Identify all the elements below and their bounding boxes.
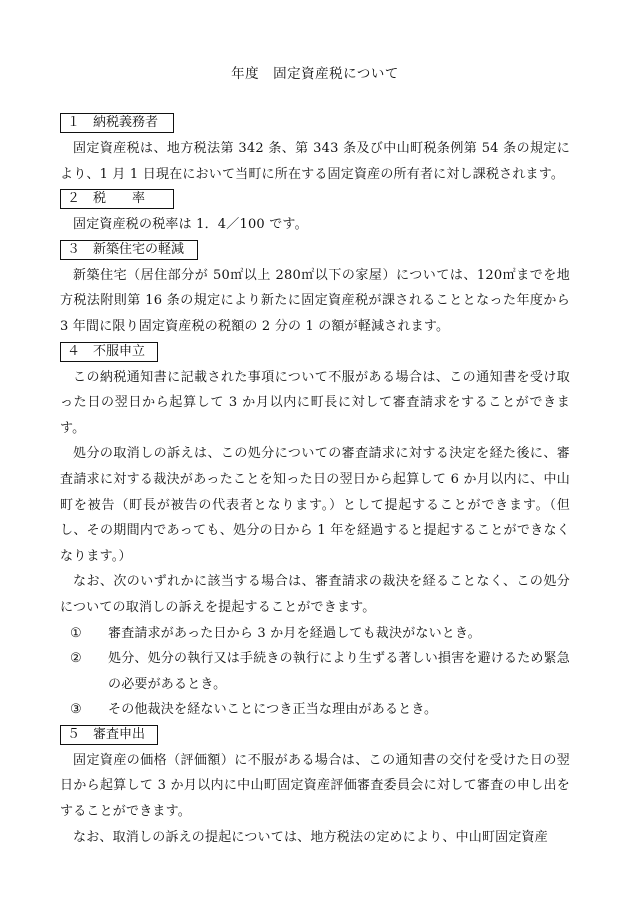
section-new-housing-paragraph: 新築住宅（居住部分が 50㎡以上 280㎡以下の家屋）については、120㎡までを地方税法附則第 16 条の規定により新たに固定資産税が課されることとなった年度から 3 年間に限り固定資産税の税額の 2 分の 1 の額が軽減されます。	[60, 267, 570, 334]
section-heading-objection: ４ 不服申立	[60, 342, 158, 362]
list-item	[60, 621, 570, 647]
list-item-text: 審査請求があった日から 3 か月を経過しても裁決がないとき。	[108, 625, 481, 641]
list-item-number: ①	[70, 625, 82, 641]
list-item-number: ③	[70, 702, 82, 718]
section-heading-taxpayer: １ 納税義務者	[60, 113, 174, 133]
section-objection-paragraph-3: なお、次のいずれかに該当する場合は、審査請求の裁決を経ることなく、この処分についての取消しの訴えを提起することができます。	[60, 574, 570, 615]
section-review-request-paragraph-2: なお、取消しの訴えの提起については、地方税法の定めにより、中山町固定資産	[73, 829, 548, 845]
section-objection-paragraph-1: この納税通知書に記載された事項について不服がある場合は、この通知書を受け取った日の翌日から起算して 3 か月以内に町長に対して審査請求をすることができます。	[60, 369, 570, 436]
list-item-text: その他裁決を経ないことにつき正当な理由があるとき。	[108, 702, 438, 718]
document-body	[60, 111, 570, 850]
section-taxpayer-paragraph: 固定資産税は、地方税法第 342 条、第 343 条及び中山町税条例第 54 条の規定により、1 月 1 日現在において当町に所在する固定資産の所有者に対し課税されます。	[60, 141, 570, 182]
list-item	[60, 697, 570, 723]
section-heading-new-housing-reduction: ３ 新築住宅の軽減	[60, 240, 198, 260]
section-heading-review-request: ５ 審査申出	[60, 725, 158, 745]
section-heading-tax-rate: ２ 税 率	[60, 189, 174, 209]
section-tax-rate-paragraph: 固定資産税の税率は 1．4／100 です。	[73, 217, 308, 233]
section-review-request-paragraph-1: 固定資産の価格（評価額）に不服がある場合は、この通知書の交付を受けた日の翌日から起算して 3 か月以内に中山町固定資産評価審査委員会に対して審査の申し出をすることができます。	[60, 752, 570, 820]
section-objection-paragraph-2: 処分の取消しの訴えは、この処分についての審査請求に対する決定を経た後に、審査請求に対する裁決があったことを知った日の翌日から起算して 6 か月以内に、中山町を被告（町長が被告の代表者となります。）として提起することができます。（但し、その期間内であっても、処分の日から 1 年を経過すると提起することができなくなります。）	[60, 446, 570, 564]
list-item-number: ②	[70, 651, 82, 667]
list-item	[60, 646, 570, 697]
document-title: 年度 固定資産税について	[231, 66, 399, 82]
list-item-text: 処分、処分の執行又は手続きの執行により生ずる著しい損害を避けるため緊急の必要があるとき。	[108, 651, 571, 692]
